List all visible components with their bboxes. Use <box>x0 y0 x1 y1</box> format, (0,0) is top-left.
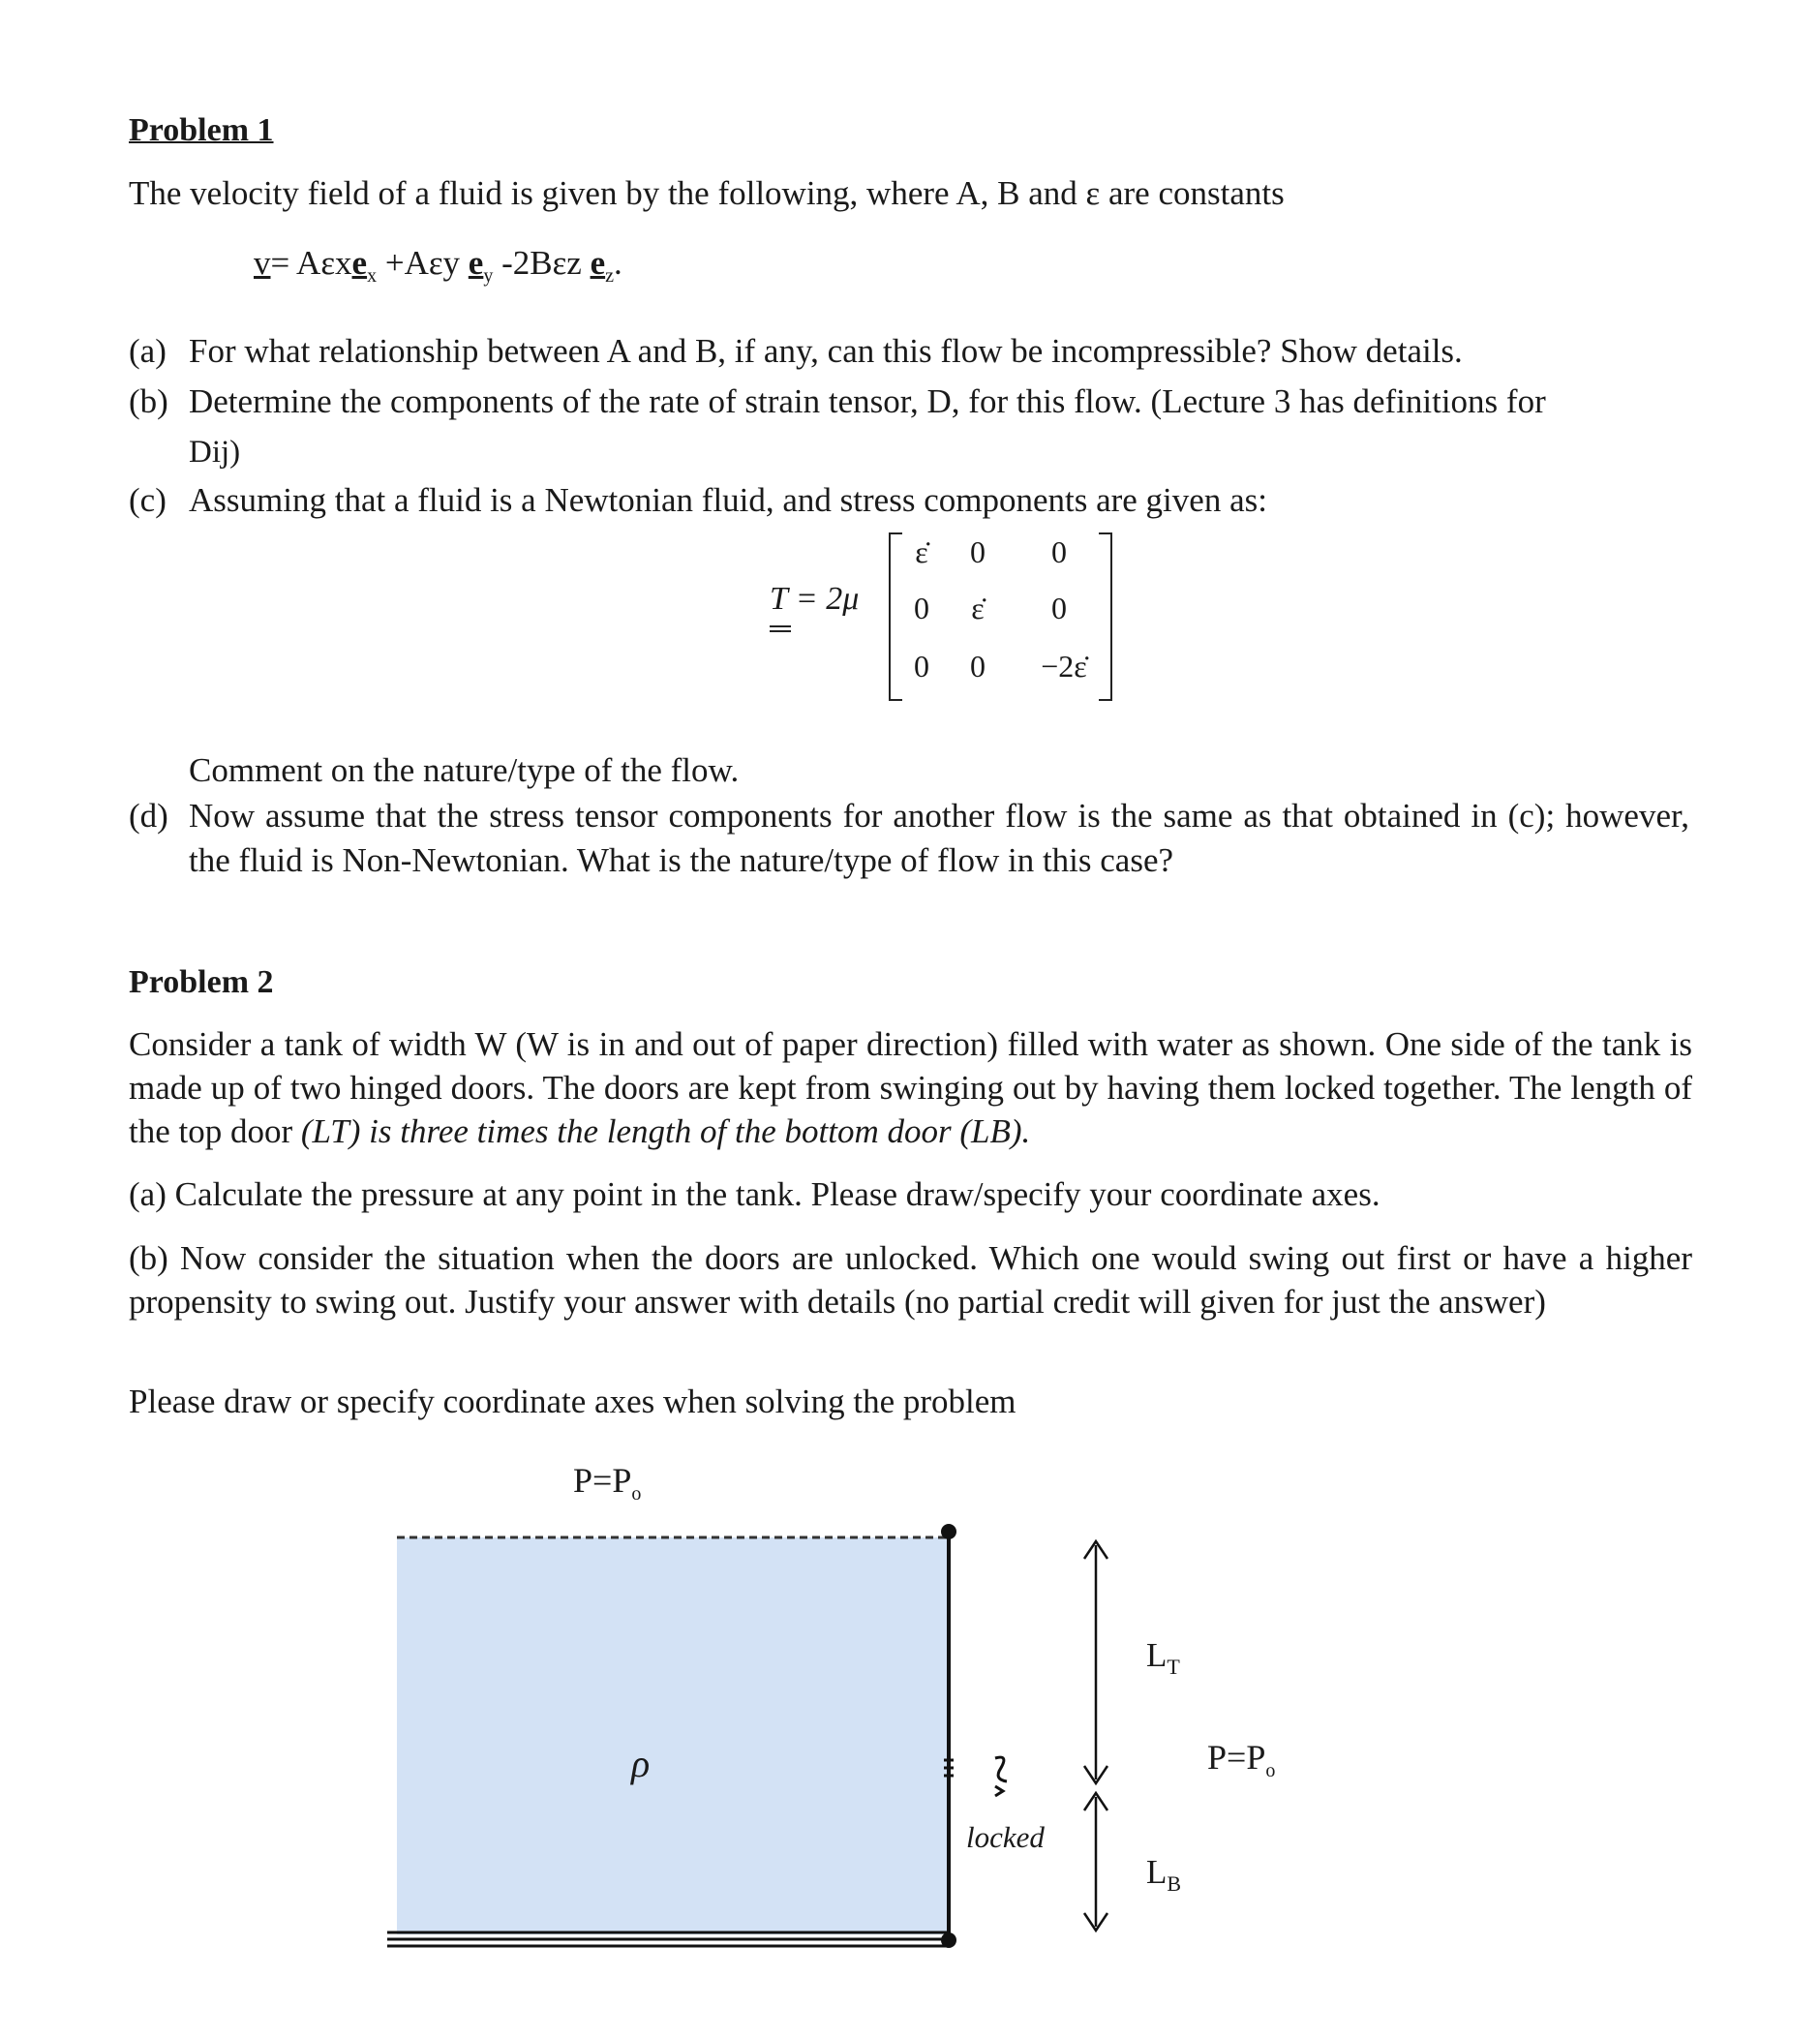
locked-label: locked <box>966 1820 1045 1854</box>
unit-vector-ey-sub: y <box>483 265 494 287</box>
unit-vector-ex: e <box>351 244 368 282</box>
side-pressure-sub: o <box>1265 1760 1276 1782</box>
part-b-text-continued: Dij) <box>189 435 241 470</box>
matrix-cell: 0 <box>914 649 929 684</box>
side-pressure-text: P=P <box>1207 1738 1266 1777</box>
lt-letter: L <box>1146 1636 1168 1674</box>
problem-2-part-a: (a) Calculate the pressure at any point in the tank. Please draw/specify your coordinate axes. <box>129 1175 1380 1213</box>
matrix-cell: −2ε̇ <box>1041 649 1087 684</box>
part-d-label: (d) <box>129 797 168 835</box>
lb-label <box>1146 1853 1181 1897</box>
part-c-label: (c) <box>129 481 167 519</box>
problem-2-heading: Problem 2 <box>129 964 274 1000</box>
problem-2-part-b: (b) Now consider the situation when the doors are unlocked. Which one would swing out first or have a higher propensity to swing out. Justify your answer with details (no partial credit will given for just the answer) <box>129 1239 1692 1321</box>
lt-label <box>1146 1636 1180 1680</box>
side-pressure-label <box>1207 1737 1275 1782</box>
equation-term-z: -2Bεz <box>493 244 591 282</box>
problem-2-intro-italic: (LT) is three times the length of the bottom door (LB). <box>300 1112 1031 1150</box>
part-c-comment: Comment on the nature/type of the flow. <box>189 751 740 789</box>
problem-1-intro: The velocity field of a fluid is given by the following, where A, B and ε are constants <box>129 174 1285 212</box>
density-symbol: ρ <box>631 1742 651 1785</box>
matrix-cell: 0 <box>1051 591 1067 625</box>
part-a-text: For what relationship between A and B, if any, can this flow be incompressible? Show details. <box>189 332 1463 370</box>
equation-term-x: = Aεx <box>270 244 352 282</box>
matrix-cell: 0 <box>914 591 929 625</box>
lb-letter: L <box>1146 1853 1168 1891</box>
lt-subscript: T <box>1167 1655 1180 1679</box>
part-c-text: Assuming that a fluid is a Newtonian fluid, and stress components are given as: <box>189 481 1267 519</box>
unit-vector-ex-sub: x <box>367 265 378 287</box>
problem-2-intro-text: Consider a tank of width W (W is in and out of paper direction) filled with water as shown. One side of the tank is made up of two hinged doors. The doors are kept from swinging out by having them locked together. The length of the top door <box>129 1025 1692 1150</box>
equation-term-y: +Aεy <box>377 244 469 282</box>
part-b-label: (b) <box>129 382 168 420</box>
lock-arrow-icon <box>995 1786 1003 1796</box>
unit-vector-ez-sub: z <box>605 265 615 287</box>
unit-vector-ey: e <box>468 244 484 282</box>
lock-symbol-icon <box>995 1757 1007 1781</box>
matrix-cell: 0 <box>970 649 986 684</box>
problem-1-heading: Problem 1 <box>129 112 274 148</box>
matrix-cell: ε̇ <box>971 591 985 625</box>
problem-2-note: Please draw or specify coordinate axes when solving the problem <box>129 1383 1016 1420</box>
water-region <box>397 1537 949 1934</box>
part-b-text: Determine the components of the rate of strain tensor, D, for this flow. (Lecture 3 has definitions for <box>189 382 1546 420</box>
unit-vector-ez: e <box>590 244 606 282</box>
top-pressure-text: P=P <box>573 1461 632 1500</box>
equation-end: . <box>614 244 622 282</box>
part-a-label: (a) <box>129 332 167 370</box>
top-hinge <box>941 1524 956 1539</box>
top-pressure-sub: o <box>631 1483 642 1505</box>
matrix-cell: 0 <box>970 534 986 569</box>
part-d-text: Now assume that the stress tensor components for another flow is the same as that obtained in (c); however, the fluid is Non-Newtonian. What is the nature/type of flow in this case? <box>189 797 1689 879</box>
matrix-cell: 0 <box>1051 534 1067 569</box>
velocity-symbol: v <box>254 244 271 282</box>
lb-subscript: B <box>1167 1871 1182 1896</box>
matrix-cell: ε̇ <box>915 534 928 569</box>
matrix-lhs: T = 2μ <box>770 581 860 617</box>
